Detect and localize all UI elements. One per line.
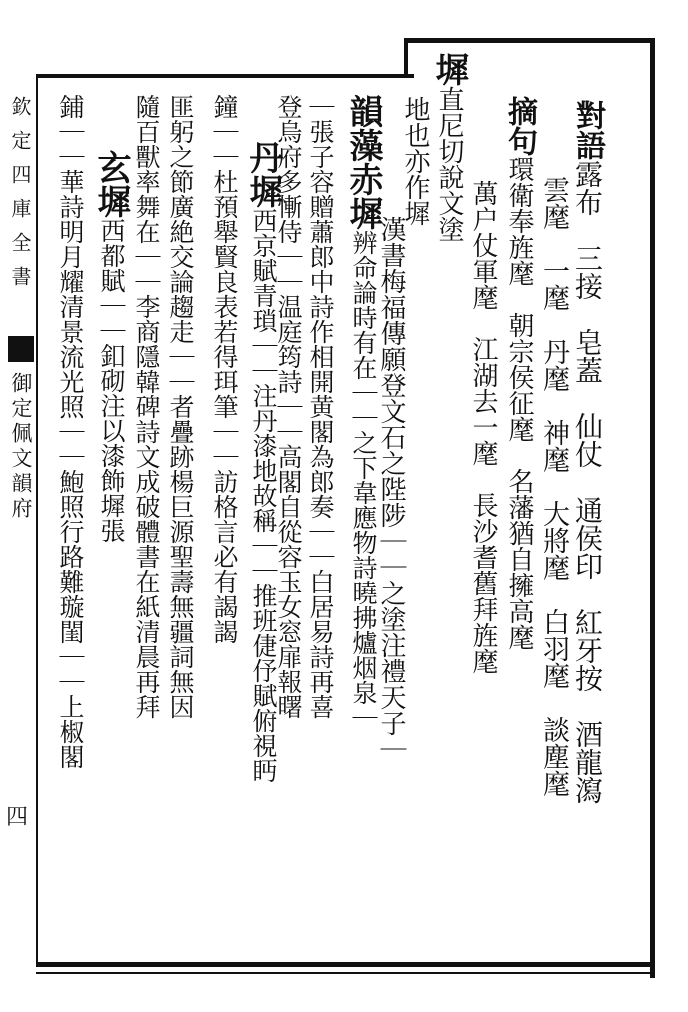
column-16-text: 鋪｜｜華詩明月耀清景流光照｜｜鮑照行路難璇閨｜｜上椒閣	[56, 94, 85, 769]
bottom-border	[36, 962, 655, 967]
right-border	[650, 38, 655, 978]
column-1	[570, 100, 605, 804]
column-16	[58, 94, 83, 769]
column-8	[343, 94, 383, 730]
bottom-border-thin	[36, 972, 655, 974]
column-14-text: 隨百獸率舞在｜｜李商隱韓碑詩文成破體書在紙清晨再拜	[132, 94, 161, 719]
column-1-text: 露布 三接 皂蓋 仙仗 通侯印 紅牙按 酒龍瀉	[571, 160, 604, 804]
column-9	[308, 94, 333, 719]
column-3	[502, 96, 537, 650]
column-10-text: 登烏府多慚侍｜｜温庭筠詩｜｜高閣自從容玉女窓扉報曙	[274, 94, 303, 719]
column-5-text: 直尼切說文塗	[434, 86, 464, 242]
heading-zhaiju: 摘句	[502, 96, 537, 156]
column-8-text: 辨命論時有在｜｜之下韋應物詩曉拂爐烟泉｜	[349, 230, 378, 730]
title-tab-left-edge	[404, 38, 408, 78]
book-title: 御定佩文韻府	[9, 372, 33, 522]
column-15-text: 西都賦｜｜釦砌注以漆飾墀張	[97, 218, 126, 543]
column-9-text: ｜張子容贈蕭郎中詩作相開黄閣為郎奏｜｜白居易詩再喜	[306, 94, 335, 719]
page-number: 四	[6, 805, 29, 830]
column-15	[91, 150, 131, 543]
column-12	[212, 94, 237, 644]
column-11-text: 西京賦青瑣｜｜注丹漆地故稱｜｜推班倢伃賦俯視眄	[249, 208, 278, 783]
column-5	[429, 52, 469, 242]
column-4	[470, 180, 496, 674]
heading-chi: 墀	[429, 52, 469, 86]
column-7-text: 漢書梅福傳願登文石之陛陟｜｜之塗注禮天子｜	[376, 216, 406, 762]
heading-duiyu: 對語	[570, 100, 605, 160]
margin-line	[36, 78, 38, 962]
column-4-text: 萬户仗軍麾 江湖去一麾 長沙耆舊拜旌麾	[468, 180, 498, 674]
column-2-text: 雲麾 一麾 丹麾 神麾 大將麾 白羽麾 談塵麾	[538, 176, 569, 797]
column-11	[243, 140, 283, 783]
heading-danchi: 丹墀	[243, 140, 283, 208]
column-7	[378, 216, 404, 762]
column-2	[540, 176, 567, 797]
series-label: 欽定四庫全書	[8, 96, 32, 300]
column-14	[134, 94, 159, 719]
column-12-text: 鐘｜｜杜預舉賢良表若得珥筆｜｜訪格言必有謁謁	[210, 94, 239, 644]
column-3-text: 環衛奉旌麾 朝宗侯征麾 名藩猶自擁高麾	[504, 156, 534, 650]
column-6	[402, 96, 428, 226]
column-6-text: 地也亦作墀	[400, 96, 430, 226]
column-13	[168, 94, 193, 719]
top-border-left	[36, 74, 414, 78]
fishtail-mark	[8, 336, 34, 362]
top-border-right	[404, 38, 654, 43]
column-13-text: 匪躬之節廣絶交論趨走｜｜者疊跡楊巨源聖壽無疆詞無因	[166, 94, 195, 719]
heading-yunzao-chichi: 韻藻赤墀	[343, 94, 383, 230]
heading-xuanchi: 玄墀	[91, 150, 131, 218]
